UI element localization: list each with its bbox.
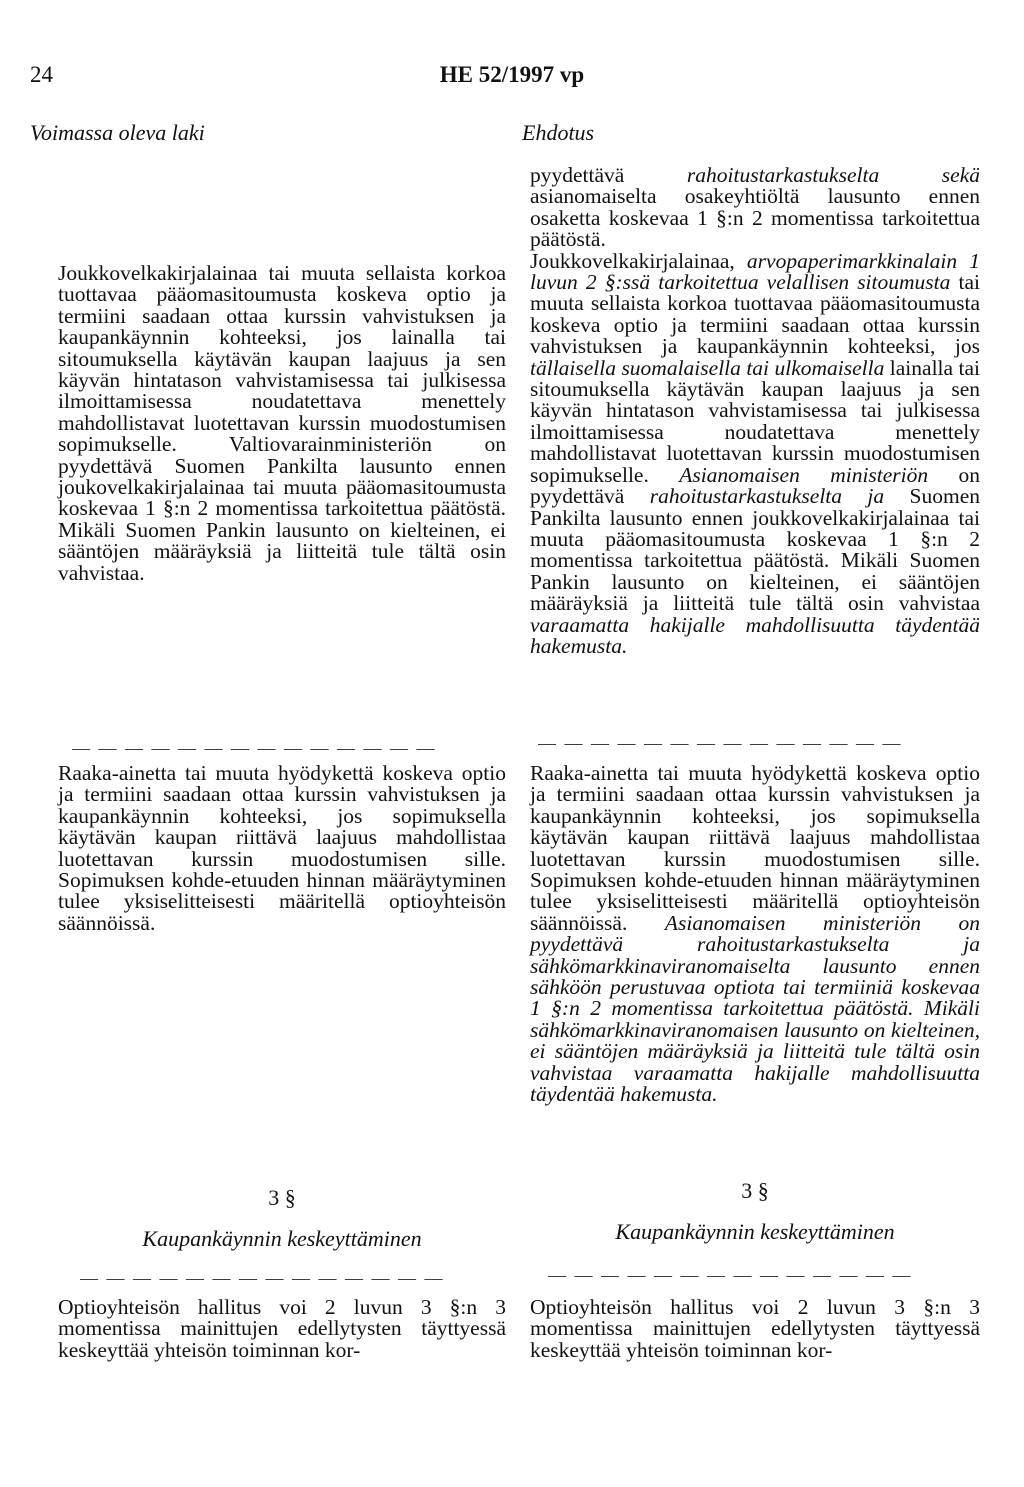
left-section-title: Kaupankäynnin keskeyttäminen (142, 1226, 422, 1251)
right-p3-a: Raaka-ainetta tai muuta hyödykettä koskeva optio ja termiini saadaan ottaa kurssin vahvistuksen ja kaupankäynnin kohteeksi, jos sopimuksella käytävän kaupan riittävä laajuus mahdollistaa luotettavan kurssin muodostumisen sille. Sopimuksen kohde-etuuden hinnan määräytyminen tulee yksiselitteisesti määritellä optioyhteisön säännöissä. (530, 761, 980, 935)
left-column-heading: Voimassa oleva laki (30, 120, 205, 145)
right-paragraph-4 (530, 1297, 980, 1361)
right-column-heading: Ehdotus (522, 120, 595, 145)
left-p3-text: Optioyhteisön hallitus voi 2 luvun 3 §:n 3 momentissa mainittujen edellytysten täyttyessä keskeyttää yhteisön toiminnan kor- (58, 1295, 506, 1362)
right-p1-b: rahoitustarkastukselta sekä (686, 163, 980, 187)
left-p1-text: Joukkovelkakirjalainaa tai muuta sellaista korkoa tuottavaa pääomasitoumusta koskeva optio ja termiini saadaan ottaa kurssin vahvistuksen ja kaupankäynnin kohteeksi, jos lainalla tai sitoumuksella käytävän kaupan laajuus ja sen käyvän hintatason vahvistamisessa tai julkisessa ilmoittamisessa noudatettava menettely mahdollistavat luotettavan kurssin muodostumisen sopimukselle. Valtiovarainministeriön on pyydettävä Suomen Pankilta lausunto ennen joukovelkakirjalainaa tai muuta pääomasitoumusta koskevaa 1 §:n 2 momentissa tarkoitettua päätöstä. Mikäli Suomen Pankin lausunto on kielteinen, ei sääntöjen määräyksiä ja liitteitä tule tältä osin vahvistaa. (58, 261, 506, 585)
document-id: HE 52/1997 vp (439, 62, 585, 87)
right-p2-b: arvopaperimarkkinalain 1 luvun 2 §:ssä tarkoitettua velallisen sitoumusta (530, 248, 980, 295)
right-p2-c: tai muuta sellaista korkoa tuottavaa pääomasitoumusta koskeva optio ja termiini saadaan ottaa kurssin vahvistuksen ja kaupankäynnin kohteeksi, jos (530, 270, 980, 359)
right-paragraph-2 (530, 248, 980, 658)
right-p2-f: Asianomaisen ministeriön (679, 462, 929, 487)
right-p2-a: Joukkovelkakirjalainaa, (530, 248, 747, 273)
page-number: 24 (30, 62, 53, 87)
right-paragraph-3 (530, 763, 980, 1106)
left-paragraph-1 (58, 263, 506, 584)
right-paragraph-1 (530, 165, 980, 657)
separator-left-1: — — — — — — — — — — — — — — (72, 738, 437, 758)
separator-right-1: — — — — — — — — — — — — — — (538, 733, 903, 753)
right-p1-c: asianomaiselta osakeyhtiöltä lausunto ennen osakettа koskevaa 1 §:n 2 momentissa tarkoitettua päätöstä. (530, 184, 980, 252)
separator-right-2: — — — — — — — — — — — — — — (548, 1265, 913, 1285)
right-section-title: Kaupankäynnin keskeyttäminen (615, 1219, 895, 1244)
left-p2-text: Raaka-ainetta tai muuta hyödykettä koskeva optio ja termiini saadaan ottaa kurssin vahvistuksen ja kaupankäynnin kohteeksi, jos sopimuksella käytävän kaupan riittävä laajuus mahdollistaa luotettavan kurssin muodostumisen sille. Sopimuksen kohde-etuuden hinnan määräytyminen tulee yksiselitteisesti määritellä optioyhteisön säännöissä. (58, 761, 506, 935)
left-paragraph-3 (58, 1297, 506, 1361)
right-p2-j: varaamatta hakijalle mahdollisuutta täydentää hakemusta. (530, 612, 980, 658)
right-p2-g: on pyydettävä (530, 462, 980, 509)
left-section-number: 3 § (268, 1185, 296, 1210)
right-p1-a: pyydettävä (530, 163, 687, 187)
right-section-number: 3 § (741, 1178, 769, 1203)
right-p2-e: lainalla tai sitoumuksella käytävän kaupan laajuus ja sen käyvän hintatason vahvistamisessa tai julkisessa ilmoittamisessa noudatettava menettely mahdollistavat luotettavan kurssin muodostumisen sopimukselle. (530, 355, 980, 487)
left-paragraph-2 (58, 763, 506, 934)
right-p2-d: tällaisella suomalaisella tai ulkomaisella (530, 355, 885, 380)
separator-left-2: — — — — — — — — — — — — — — (80, 1268, 445, 1288)
right-p2-h: rahoitustarkastukselta ja (649, 484, 885, 509)
right-p2-i: Suomen Pankilta lausunto ennen joukkovelkakirjalainaa tai muuta pääomasitoumusta koskevaa 1 §:n 2 momentissa tarkoitettua päätöstä. Mikäli Suomen Pankin lausunto on kielteinen, ei sääntöjen määräyksiä ja liitteitä tule tältä osin vahvistaa (530, 484, 980, 616)
right-p3-b: Asianomaisen ministeriön on pyydettävä rahoitustarkastukselta ja sähkömarkkinaviranomaiselta lausunto ennen sähköön perustuvaa optiota tai termiiniä koskevaa 1 §:n 2 momentissa tarkoitettua päätöstä. Mikäli sähkömarkkinaviranomaisen lausunto on kielteinen, ei sääntöjen määräyksiä ja liitteitä tule tältä osin vahvistaa varaamatta hakijalle mahdollisuutta täydentää hakemusta. (530, 910, 980, 1107)
right-p4-text: Optioyhteisön hallitus voi 2 luvun 3 §:n 3 momentissa mainittujen edellytysten täyttyessä keskeyttää yhteisön toiminnan kor- (530, 1295, 980, 1362)
